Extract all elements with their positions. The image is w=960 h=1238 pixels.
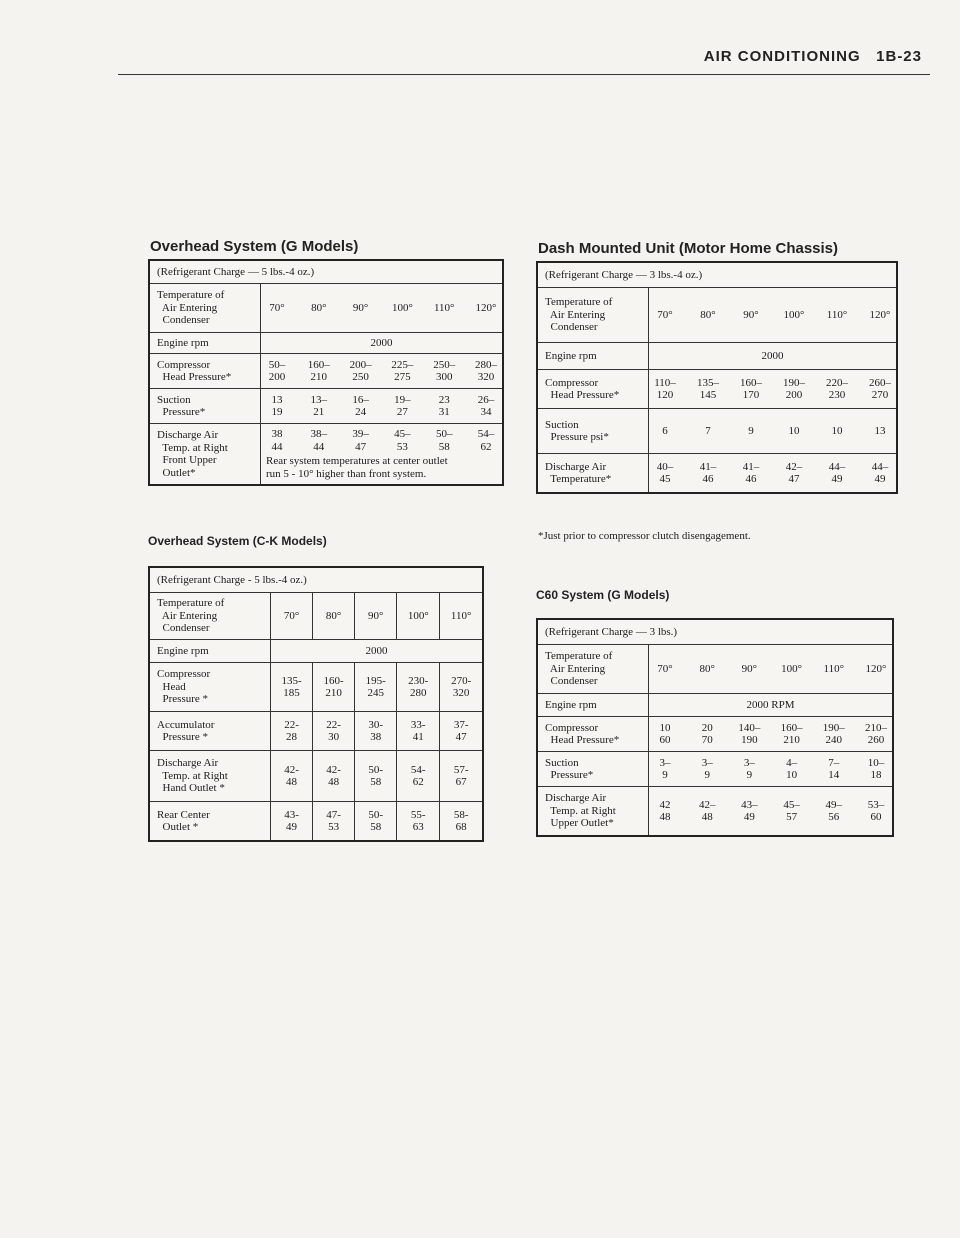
dash-discharge-value: 44– 49 — [871, 460, 889, 485]
ck-models-title: Overhead System (C-K Models) — [148, 534, 327, 548]
ck-row-value: 37- 47 — [440, 712, 483, 751]
dash-discharge-label: Discharge Air Temperature* — [537, 454, 649, 494]
dash-title: Dash Mounted Unit (Motor Home Chassis) — [538, 240, 839, 257]
g-comp-value: 50– 200 — [268, 358, 286, 383]
c60-comp-value: 210– 260 — [864, 721, 887, 746]
ck-table-row — [149, 712, 483, 751]
c60-comp-value: 140– 190 — [738, 721, 761, 746]
g-models-table — [148, 259, 504, 486]
g-charge: (Refrigerant Charge — 5 lbs.-4 oz.) — [149, 260, 503, 284]
ck-temp-cell: 90° — [355, 593, 397, 640]
g-discharge-value: 50– 58 — [435, 428, 453, 453]
dash-footnote: *Just prior to compressor clutch disengagement. — [538, 530, 751, 542]
ck-row-value: 58- 68 — [440, 802, 483, 842]
ck-rpm: 2000 — [271, 640, 484, 663]
ck-temp-cell: 80° — [313, 593, 355, 640]
ck-row-value: 22- 28 — [271, 712, 313, 751]
ck-temp-cell: 70° — [271, 593, 313, 640]
g-discharge-cell — [261, 424, 504, 486]
c60-temp-value: 70° — [657, 662, 673, 675]
ck-temp-label: Temperature of Air Entering Condenser — [149, 593, 271, 640]
g-temp-value: 110° — [433, 301, 455, 314]
c60-comp — [649, 717, 894, 752]
c60-comp-value: 20 70 — [701, 721, 713, 746]
c60-suction-value: 4– 10 — [786, 756, 798, 781]
c60-temp-value: 80° — [699, 662, 715, 675]
ck-row-value: 50- 58 — [355, 751, 397, 802]
dash-suction-value: 7 — [705, 424, 711, 437]
c60-suction-value: 3– 9 — [743, 756, 755, 781]
dash-temp-value: 120° — [869, 308, 891, 321]
ck-row-value: 230- 280 — [397, 663, 440, 712]
c60-temp-label: Temperature of Air Entering Condenser — [537, 645, 649, 694]
ck-row-label: Accumulator Pressure * — [149, 712, 271, 751]
dash-discharge-value: 41– 46 — [742, 460, 760, 485]
ck-row-value: 160- 210 — [313, 663, 355, 712]
c60-discharge-value: 53– 60 — [867, 798, 885, 823]
c60-comp-value: 190– 240 — [822, 721, 845, 746]
dash-comp — [649, 370, 898, 409]
dash-comp-value: 110– 120 — [654, 376, 676, 401]
dash-suction-value: 10 — [788, 424, 800, 437]
g-discharge-value: 45– 53 — [394, 428, 411, 453]
dash-suction-value: 13 — [874, 424, 886, 437]
g-discharge-value: 38– 44 — [310, 428, 328, 453]
c60-discharge-value: 42 48 — [659, 798, 671, 823]
ck-row-value: 42- 48 — [313, 751, 355, 802]
c60-rpm-label: Engine rpm — [537, 694, 649, 717]
c60-temp-value: 110° — [823, 662, 844, 675]
dash-suction — [649, 409, 898, 454]
g-temp-label: Temperature of Air Entering Condenser — [149, 284, 261, 333]
g-suction-value: 16– 24 — [352, 393, 369, 418]
dash-discharge — [649, 454, 898, 494]
g-discharge-value: 39– 47 — [352, 428, 369, 453]
dash-discharge-value: 41– 46 — [699, 460, 717, 485]
ck-row-value: 54- 62 — [397, 751, 440, 802]
g-suction-value: 19– 27 — [394, 393, 411, 418]
g-rpm-label: Engine rpm — [149, 333, 261, 354]
ck-rpm-label: Engine rpm — [149, 640, 271, 663]
dash-comp-value: 160– 170 — [740, 376, 762, 401]
g-temp-value: 100° — [391, 301, 413, 314]
c60-temp-value: 120° — [865, 662, 887, 675]
c60-suction-value: 7– 14 — [828, 756, 840, 781]
c60-table — [536, 618, 894, 837]
c60-suction — [649, 752, 894, 787]
g-comp-value: 280– 320 — [474, 358, 497, 383]
dash-rpm-label: Engine rpm — [537, 343, 649, 370]
dash-discharge-value: 44– 49 — [828, 460, 846, 485]
g-comp-label: Compressor Head Pressure* — [149, 354, 261, 389]
c60-temp-value: 100° — [781, 662, 803, 675]
ck-row-value: 33- 41 — [397, 712, 440, 751]
ck-table-row — [149, 802, 483, 842]
dash-comp-label: Compressor Head Pressure* — [537, 370, 649, 409]
ck-row-value: 135- 185 — [271, 663, 313, 712]
g-suction-value: 13– 21 — [310, 393, 328, 418]
dash-comp-value: 260– 270 — [869, 376, 891, 401]
g-rpm: 2000 — [261, 333, 504, 354]
g-rear-note: Rear system temperatures at center outlet run 5 - 10° higher than front system. — [266, 455, 448, 480]
g-comp-value: 200– 250 — [349, 358, 372, 383]
dash-temp-value: 70° — [657, 308, 673, 321]
dash-suction-value: 6 — [662, 424, 668, 437]
dash-suction-value: 9 — [748, 424, 754, 437]
g-suction — [261, 389, 504, 424]
g-suction-value: 13 19 — [271, 393, 283, 418]
dash-comp-value: 190– 200 — [783, 376, 805, 401]
dash-temp-value: 90° — [743, 308, 759, 321]
dash-comp-value: 220– 230 — [826, 376, 848, 401]
ck-temp-cell: 100° — [397, 593, 440, 640]
dash-rpm: 2000 — [649, 343, 898, 370]
c60-comp-value: 160– 210 — [780, 721, 803, 746]
ck-table-row — [149, 751, 483, 802]
ck-row-value: 22- 30 — [313, 712, 355, 751]
ck-row-label: Discharge Air Temp. at Right Hand Outlet * — [149, 751, 271, 802]
g-discharge-label: Discharge Air Temp. at Right Front Upper Outlet* — [149, 424, 261, 486]
page-number: 1B-23 — [876, 48, 922, 65]
dash-comp-value: 135– 145 — [697, 376, 719, 401]
c60-section — [536, 588, 894, 837]
dash-temp-value: 80° — [700, 308, 716, 321]
c60-discharge-value: 49– 56 — [825, 798, 842, 823]
ck-row-value: 42- 48 — [271, 751, 313, 802]
g-discharge-value: 54– 62 — [477, 428, 495, 453]
c60-discharge-value: 45– 57 — [783, 798, 800, 823]
page-header — [118, 48, 930, 75]
dash-discharge-value: 42– 47 — [785, 460, 803, 485]
c60-discharge — [649, 787, 894, 837]
g-temp-value: 70° — [269, 301, 285, 314]
g-temp-value: 90° — [352, 301, 369, 314]
dash-suction-label: Suction Pressure psi* — [537, 409, 649, 454]
g-suction-label: Suction Pressure* — [149, 389, 261, 424]
c60-suction-value: 3– 9 — [701, 756, 713, 781]
c60-rpm: 2000 RPM — [649, 694, 894, 717]
g-comp-value: 160– 210 — [307, 358, 330, 383]
ck-row-label: Compressor Head Pressure * — [149, 663, 271, 712]
g-models-section — [148, 238, 504, 486]
g-models-title: Overhead System (G Models) — [150, 238, 359, 255]
g-comp-value: 250– 300 — [433, 358, 456, 383]
ck-table-row — [149, 663, 483, 712]
ck-row-value: 43- 49 — [271, 802, 313, 842]
c60-comp-label: Compressor Head Pressure* — [537, 717, 649, 752]
c60-temp-value: 90° — [741, 662, 758, 675]
g-temp-value: 120° — [475, 301, 497, 314]
ck-row-value: 57- 67 — [440, 751, 483, 802]
dash-temp-value: 100° — [783, 308, 805, 321]
ck-row-value: 50- 58 — [355, 802, 397, 842]
ck-charge: (Refrigerant Charge - 5 lbs.-4 oz.) — [149, 567, 483, 593]
dash-discharge-value: 40– 45 — [656, 460, 674, 485]
g-comp — [261, 354, 504, 389]
g-discharge-value: 38 44 — [271, 428, 283, 453]
c60-discharge-value: 42– 48 — [698, 798, 716, 823]
g-temp-value: 80° — [311, 301, 327, 314]
c60-suction-value: 3– 9 — [659, 756, 671, 781]
c60-comp-value: 10 60 — [659, 721, 671, 746]
dash-temp-value: 110° — [826, 308, 848, 321]
ck-temp-cell: 110° — [440, 593, 483, 640]
c60-temps — [649, 645, 894, 694]
g-suction-value: 26– 34 — [477, 393, 495, 418]
dash-temp-label: Temperature of Air Entering Condenser — [537, 288, 649, 343]
g-suction-value: 23 31 — [438, 393, 450, 418]
ck-row-value: 47- 53 — [313, 802, 355, 842]
g-temps — [261, 284, 504, 333]
dash-table — [536, 261, 898, 494]
ck-row-value: 195- 245 — [355, 663, 397, 712]
ck-models-table — [148, 566, 484, 842]
header-title: AIR CONDITIONING — [703, 48, 861, 65]
g-comp-value: 225– 275 — [391, 358, 414, 383]
c60-discharge-value: 43– 49 — [741, 798, 758, 823]
ck-models-section — [148, 534, 484, 842]
c60-discharge-label: Discharge Air Temp. at Right Upper Outlet* — [537, 787, 649, 837]
c60-suction-label: Suction Pressure* — [537, 752, 649, 787]
c60-suction-value: 10– 18 — [867, 756, 885, 781]
ck-row-value: 270- 320 — [440, 663, 483, 712]
dash-section — [536, 240, 898, 494]
c60-title: C60 System (G Models) — [536, 588, 670, 602]
ck-row-value: 55- 63 — [397, 802, 440, 842]
ck-row-value: 30- 38 — [355, 712, 397, 751]
dash-temps — [649, 288, 898, 343]
c60-charge: (Refrigerant Charge — 3 lbs.) — [537, 619, 893, 645]
dash-charge: (Refrigerant Charge — 3 lbs.-4 oz.) — [537, 262, 897, 288]
dash-suction-value: 10 — [831, 424, 843, 437]
ck-row-label: Rear Center Outlet * — [149, 802, 271, 842]
